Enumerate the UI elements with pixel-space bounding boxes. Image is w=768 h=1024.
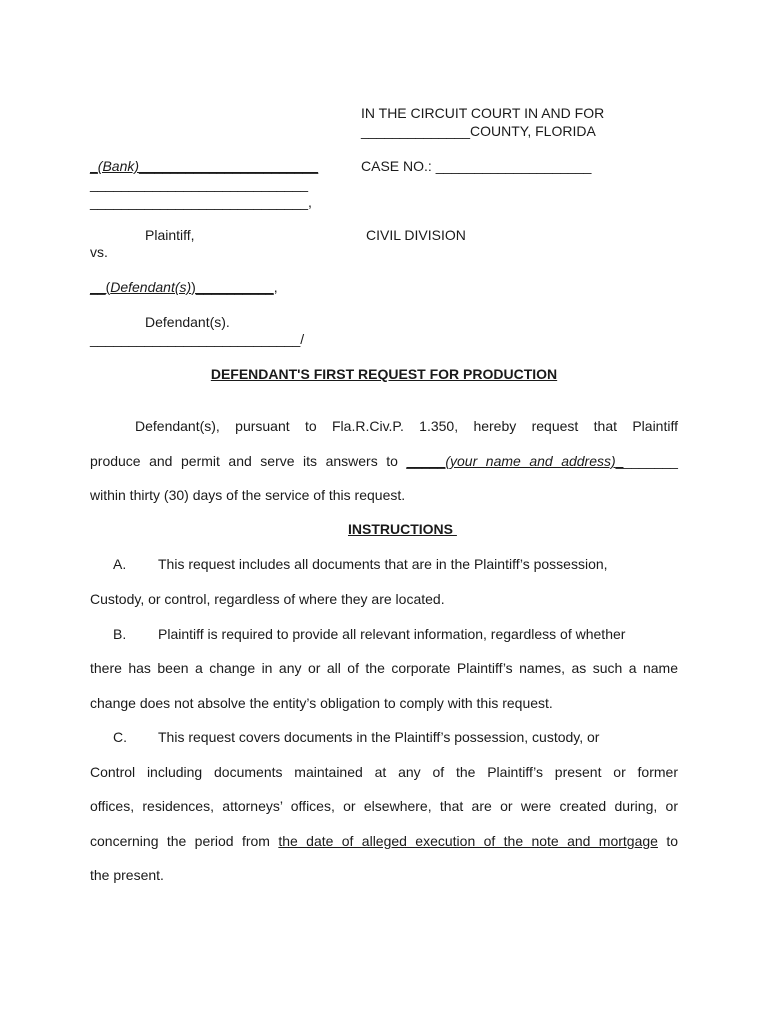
intro-blank-tail: _______	[623, 453, 678, 469]
item-c-line-3: offices, residences, attorneys’ offices, or elsewhere, that are or were created during, or	[90, 798, 678, 814]
plaintiff-line-2: ____________________________	[90, 176, 309, 192]
item-c-line-5: the present.	[90, 867, 164, 883]
case-number-line	[361, 158, 591, 175]
defendant-line: ___________________________/	[90, 331, 305, 347]
intro-your-name: (your name and address)	[445, 453, 616, 469]
item-c-line-4	[90, 833, 678, 850]
civil-division: CIVIL DIVISION	[366, 227, 466, 243]
intro-line-3: within thirty (30) days of the service of this request.	[90, 487, 406, 503]
intro-blank-2: _	[615, 453, 624, 469]
item-a-line-2: Custody, or control, regardless of where they are located.	[90, 591, 445, 607]
item-b-line-1: Plaintiff is required to provide all relevant information, regardless of whether	[158, 626, 626, 642]
case-number-label: CASE NO.:	[361, 158, 436, 174]
document-title: DEFENDANT'S FIRST REQUEST FOR PRODUCTION	[210, 366, 558, 382]
intro-line-2-pre: produce and permit and serve its answers to	[90, 453, 407, 469]
item-b-letter: B.	[113, 626, 127, 642]
item-c-line-2: Control including documents maintained at any of the Plaintiff’s present or former	[90, 764, 678, 780]
defendant-name-line	[90, 279, 278, 296]
item-c-line-4-pre: concerning the period from	[90, 833, 279, 849]
item-a-line-1: This request includes all documents that are in the Plaintiff’s possession,	[158, 556, 608, 572]
item-c-line-1: This request covers documents in the Plaintiff’s possession, custody, or	[158, 729, 600, 745]
court-county-line	[361, 123, 596, 140]
item-b-line-2: there has been a change in any or all of the corporate Plaintiff’s names, as such a name	[90, 660, 678, 676]
defendant-comma: ,	[273, 279, 278, 295]
county-blank: ______________	[361, 123, 471, 139]
plaintiff-name-line	[90, 158, 318, 175]
plaintiff-label: Plaintiff,	[145, 227, 195, 243]
case-number-blank: ____________________	[435, 158, 592, 174]
court-line-1: IN THE CIRCUIT COURT IN AND FOR	[361, 105, 605, 121]
item-c-period: the date of alleged execution of the note and mortgage	[278, 833, 658, 849]
court-heading	[361, 105, 604, 122]
plaintiff-lead: _	[90, 158, 98, 174]
defendant-label: Defendant(s).	[145, 314, 230, 330]
item-b-line-3: change does not absolve the entity’s obligation to comply with this request.	[90, 695, 553, 711]
defendant-lead: __(	[90, 279, 111, 295]
county-suffix: COUNTY, FLORIDA	[470, 123, 596, 139]
defendant-name: Defendant(s)	[110, 279, 192, 295]
item-a-letter: A.	[113, 556, 127, 572]
plaintiff-bank: (Bank)	[97, 158, 140, 174]
versus: vs.	[90, 244, 108, 260]
item-c-letter: C.	[113, 729, 127, 745]
instructions-heading: INSTRUCTIONS	[348, 521, 457, 537]
intro-blank-1: _____	[406, 453, 446, 469]
plaintiff-bank-tail: _______________________	[139, 158, 319, 174]
intro-line-1: Defendant(s), pursuant to Fla.R.Civ.P. 1.350, hereby request that Plaintiff	[135, 418, 678, 434]
defendant-tail: )__________	[191, 279, 274, 295]
intro-line-2	[90, 453, 678, 470]
item-c-line-4-post: to	[657, 833, 678, 849]
plaintiff-line-3: ____________________________,	[90, 194, 312, 210]
